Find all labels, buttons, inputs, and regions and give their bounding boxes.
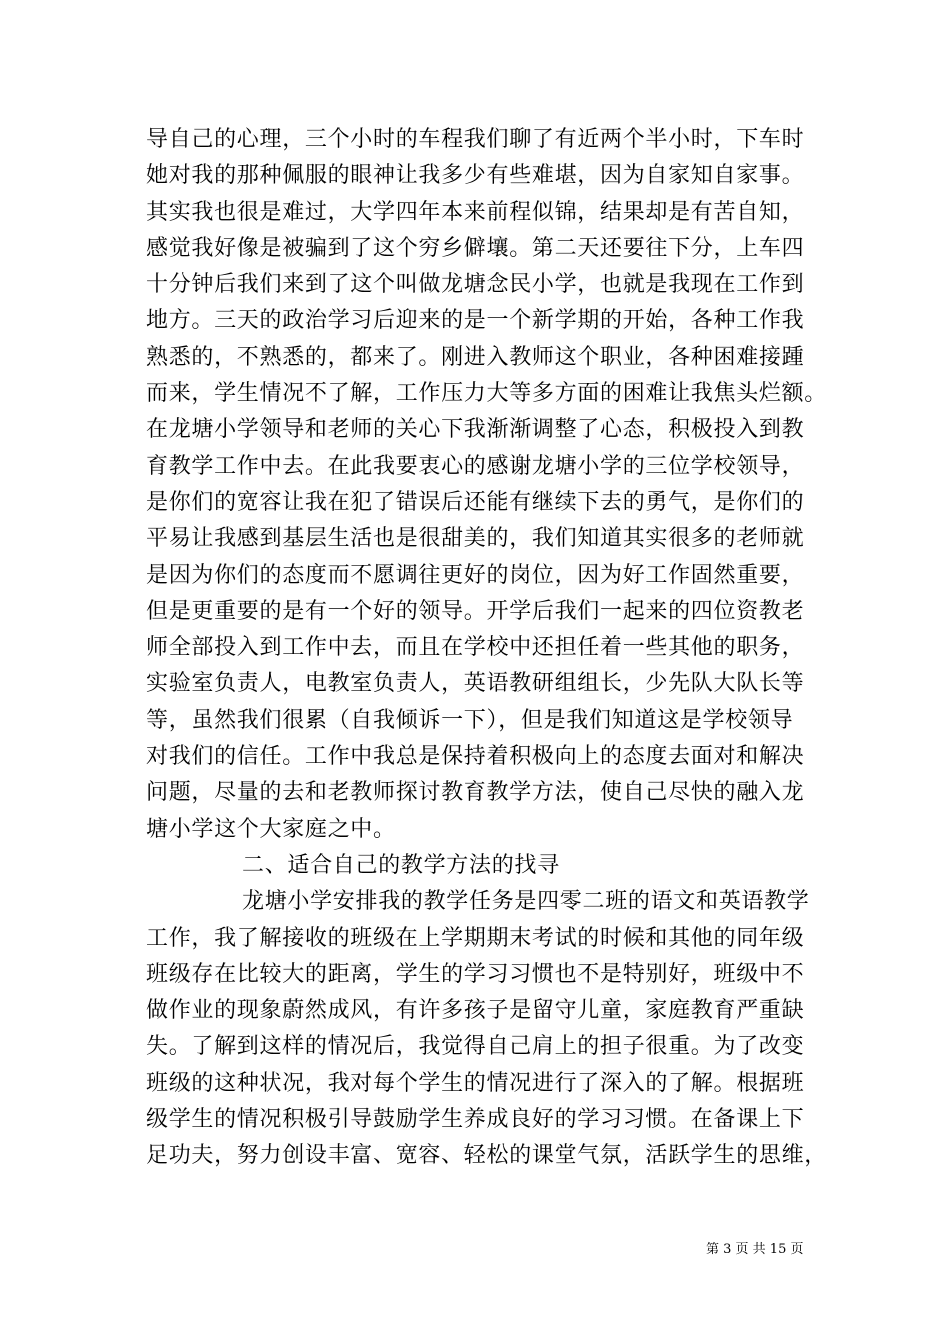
text-line: 塘小学这个大家庭之中。 xyxy=(146,816,396,842)
text-line: 在龙塘小学领导和老师的关心下我渐渐调整了心态，积极投入到教 xyxy=(146,417,805,443)
text-line: 是因为你们的态度而不愿调往更好的岗位，因为好工作固然重要， xyxy=(146,562,805,588)
text-line: 对我们的信任。工作中我总是保持着积极向上的态度去面对和解决 xyxy=(146,744,805,770)
text-line: 班级的这种状况，我对每个学生的情况进行了深入的了解。根据班 xyxy=(146,1070,805,1096)
text-line: 十分钟后我们来到了这个叫做龙塘念民小学，也就是我现在工作到 xyxy=(146,272,805,298)
text-line: 育教学工作中去。在此我要衷心的感谢龙塘小学的三位学校领导， xyxy=(146,453,805,479)
text-line: 导自己的心理，三个小时的车程我们聊了有近两个半小时，下车时 xyxy=(146,127,805,152)
text-line: 做作业的现象蔚然成风，有许多孩子是留守儿童，家庭教育严重缺 xyxy=(146,998,805,1024)
paragraph-first-line: 龙塘小学安排我的教学任务是四零二班的语文和英语教学 xyxy=(242,889,810,915)
text-line: 地方。三天的政治学习后迎来的是一个新学期的开始，各种工作我 xyxy=(146,308,805,334)
text-line: 问题，尽量的去和老教师探讨教育教学方法，使自己尽快的融入龙 xyxy=(146,780,805,806)
text-line: 师全部投入到工作中去，而且在学校中还担任着一些其他的职务， xyxy=(146,635,805,661)
text-line: 工作，我了解接收的班级在上学期期末考试的时候和其他的同年级 xyxy=(146,925,805,951)
text-line: 失。了解到这样的情况后，我觉得自己肩上的担子很重。为了改变 xyxy=(146,1034,805,1060)
text-line: 等，虽然我们很累（自我倾诉一下），但是我们知道这是学校领导 xyxy=(146,707,794,733)
page-number: 第 3 页 共 15 页 xyxy=(706,1242,804,1257)
text-line: 级学生的情况积极引导鼓励学生养成良好的学习习惯。在备课上下 xyxy=(146,1107,805,1133)
text-line: 感觉我好像是被骗到了这个穷乡僻壤。第二天还要往下分，上车四 xyxy=(146,235,805,261)
section-heading: 二、适合自己的教学方法的找寻 xyxy=(242,852,560,878)
text-line: 而来，学生情况不了解，工作压力大等多方面的困难让我焦头烂额。 xyxy=(146,381,828,407)
text-line: 足功夫，努力创设丰富、宽容、轻松的课堂气氛，活跃学生的思维， xyxy=(146,1143,828,1169)
text-line: 实验室负责人，电教室负责人，英语教研组组长，少先队大队长等 xyxy=(146,671,805,697)
text-line: 班级存在比较大的距离，学生的学习习惯也不是特别好，班级中不 xyxy=(146,961,805,987)
body-text xyxy=(146,122,826,1175)
text-line: 但是更重要的是有一个好的领导。开学后我们一起来的四位资教老 xyxy=(146,598,805,624)
text-line: 熟悉的，不熟悉的，都来了。刚进入教师这个职业，各种困难接踵 xyxy=(146,344,805,370)
text-line: 她对我的那种佩服的眼神让我多少有些难堪，因为自家知自家事。 xyxy=(146,163,805,189)
text-line: 是你们的宽容让我在犯了错误后还能有继续下去的勇气，是你们的 xyxy=(146,489,805,515)
text-line: 平易让我感到基层生活也是很甜美的，我们知道其实很多的老师就 xyxy=(146,526,805,552)
text-line: 其实我也很是难过，大学四年本来前程似锦，结果却是有苦自知， xyxy=(146,199,805,225)
